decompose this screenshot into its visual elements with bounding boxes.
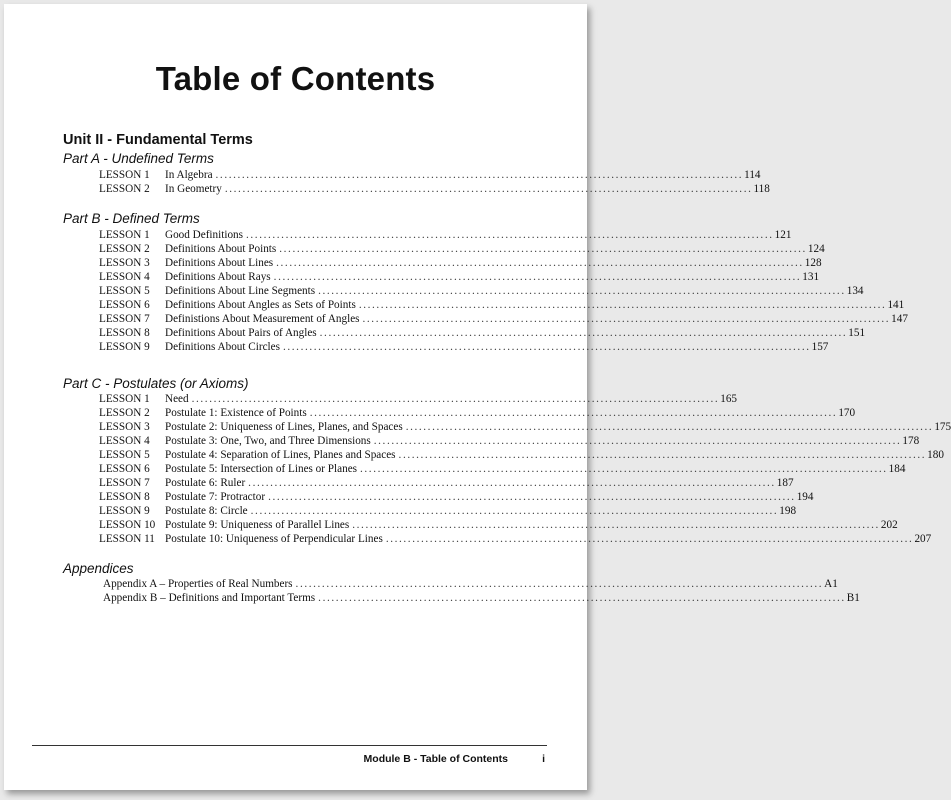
dot-leader: ........................................................................................................................	[224, 183, 753, 195]
dot-leader: ........................................................................................................................	[358, 299, 887, 311]
lesson-label: LESSON 2	[99, 407, 150, 419]
dot-leader: ........................................................................................................................	[362, 313, 891, 325]
lesson-label: LESSON 6	[99, 299, 150, 311]
dot-leader: ........................................................................................................................	[360, 463, 888, 475]
lesson-label: LESSON 9	[99, 505, 150, 517]
dot-leader: ........................................................................................................................	[385, 533, 914, 545]
toc-entry	[99, 504, 797, 518]
page-number: 147	[891, 313, 908, 325]
lesson-label: LESSON 5	[99, 285, 150, 297]
page-number: 202	[880, 519, 898, 531]
dot-leader: ........................................................................................................................	[246, 229, 774, 241]
toc-entry	[99, 228, 792, 242]
toc-entry	[99, 518, 898, 532]
lesson-title: Definistions About Measurement of Angles	[165, 313, 360, 325]
lesson-label: LESSON 7	[99, 313, 150, 325]
dot-leader: ........................................................................................................................	[279, 243, 807, 255]
page-number: 118	[753, 183, 770, 195]
lesson-title: Definitions About Points	[165, 243, 277, 255]
appendix-title: Appendix A – Properties of Real Numbers	[103, 578, 293, 590]
toc-entry	[99, 182, 770, 196]
lesson-title: Definitions About Circles	[165, 341, 280, 353]
lesson-label: LESSON 1	[99, 169, 150, 181]
lesson-label: LESSON 6	[99, 463, 150, 475]
toc-entry	[103, 577, 838, 591]
lesson-title: Postulate 6: Ruler	[165, 477, 246, 489]
dot-leader: ........................................................................................................................	[373, 435, 902, 447]
part-b-entries	[99, 228, 908, 354]
footer-page-number: i	[542, 753, 545, 765]
toc-entry	[99, 490, 814, 504]
page-number: 141	[887, 299, 905, 311]
part-a-heading: Part A - Undefined Terms	[63, 151, 214, 166]
lesson-label: LESSON 1	[99, 229, 150, 241]
lesson-label: LESSON 7	[99, 477, 150, 489]
dot-leader: ........................................................................................................................	[250, 505, 779, 517]
page-number: 184	[888, 463, 906, 475]
lesson-label: LESSON 11	[99, 533, 155, 545]
lesson-label: LESSON 2	[99, 243, 150, 255]
toc-entry	[99, 392, 738, 406]
page-number: B1	[846, 592, 860, 604]
toc-entry	[99, 256, 822, 270]
lesson-title: In Algebra	[165, 169, 213, 181]
toc-entry	[99, 406, 856, 420]
dot-leader: ........................................................................................................................	[215, 169, 744, 181]
toc-entry	[99, 168, 761, 182]
part-b-heading: Part B - Defined Terms	[63, 211, 200, 226]
dot-leader: ........................................................................................................................	[248, 477, 776, 489]
unit-heading: Unit II - Fundamental Terms	[63, 132, 253, 148]
page-number: 170	[838, 407, 856, 419]
lesson-title: Good Definitions	[165, 229, 243, 241]
part-a-entries	[99, 168, 770, 196]
lesson-title: Postulate 8: Circle	[165, 505, 248, 517]
dot-leader: ........................................................................................................................	[352, 519, 880, 531]
dot-leader: ........................................................................................................................	[318, 592, 846, 604]
toc-entry	[99, 312, 908, 326]
page-number: 124	[807, 243, 825, 255]
dot-leader: ........................................................................................................................	[273, 271, 802, 283]
lesson-label: LESSON 4	[99, 271, 150, 283]
footer-divider	[32, 745, 547, 746]
toc-entry	[99, 340, 829, 354]
lesson-title: Postulate 4: Separation of Lines, Planes and Spaces	[165, 449, 396, 461]
dot-leader: ........................................................................................................................	[318, 285, 846, 297]
toc-entry	[103, 591, 860, 605]
lesson-title: Postulate 10: Uniqueness of Perpendicular Lines	[165, 533, 383, 545]
dot-leader: ........................................................................................................................	[276, 257, 804, 269]
lesson-title: In Geometry	[165, 183, 222, 195]
lesson-title: Definitions About Angles as Sets of Points	[165, 299, 356, 311]
lesson-title: Postulate 5: Intersection of Lines or Planes	[165, 463, 358, 475]
page-title: Table of Contents	[155, 60, 436, 97]
lesson-label: LESSON 4	[99, 435, 150, 447]
dot-leader: ........................................................................................................................	[405, 421, 934, 433]
page-number: 151	[848, 327, 866, 339]
dot-leader: ........................................................................................................................	[309, 407, 838, 419]
lesson-label: LESSON 2	[99, 183, 150, 195]
toc-entry	[99, 532, 932, 546]
page-number: 134	[846, 285, 864, 297]
lesson-title: Postulate 7: Protractor	[165, 491, 266, 503]
dot-leader: ........................................................................................................................	[282, 341, 811, 353]
page-number: 198	[779, 505, 797, 517]
lesson-title: Postulate 2: Uniqueness of Lines, Planes, and Spaces	[165, 421, 403, 433]
lesson-label: LESSON 9	[99, 341, 150, 353]
page-number: 128	[804, 257, 822, 269]
page-number: 207	[914, 533, 932, 545]
lesson-title: Definitions About Line Segments	[165, 285, 316, 297]
lesson-label: LESSON 3	[99, 257, 150, 269]
lesson-label: LESSON 8	[99, 491, 150, 503]
lesson-title: Postulate 3: One, Two, and Three Dimensions	[165, 435, 371, 447]
page-number: 187	[776, 477, 794, 489]
dot-leader: ........................................................................................................................	[398, 449, 927, 461]
lesson-label: LESSON 8	[99, 327, 150, 339]
appendices-heading: Appendices	[63, 561, 134, 576]
dot-leader: ........................................................................................................................	[268, 491, 796, 503]
toc-entry	[99, 284, 864, 298]
page-number: 194	[796, 491, 814, 503]
dot-leader: ........................................................................................................................	[295, 578, 824, 590]
toc-entry	[99, 420, 951, 434]
page-number: 131	[802, 271, 820, 283]
lesson-title: Definitions About Pairs of Angles	[165, 327, 317, 339]
toc-entry	[99, 476, 794, 490]
appendix-title: Appendix B – Definitions and Important Terms	[103, 592, 316, 604]
document-page	[4, 4, 951, 790]
lesson-label: LESSON 10	[99, 519, 156, 531]
page-number: 175	[934, 421, 951, 433]
dot-leader: ........................................................................................................................	[319, 327, 848, 339]
dot-leader: ........................................................................................................................	[191, 393, 720, 405]
page-number: 165	[720, 393, 738, 405]
page-number: 121	[774, 229, 792, 241]
lesson-title: Definitions About Lines	[165, 257, 274, 269]
lesson-title: Postulate 9: Uniqueness of Parallel Lines	[165, 519, 350, 531]
lesson-title: Postulate 1: Existence of Points	[165, 407, 307, 419]
footer-module-title: Module B - Table of Contents	[363, 753, 508, 765]
part-c-heading: Part C - Postulates (or Axioms)	[63, 376, 249, 391]
toc-entry	[99, 270, 820, 284]
toc-entry	[99, 242, 825, 256]
appendices-entries	[103, 577, 860, 605]
lesson-label: LESSON 3	[99, 421, 150, 433]
lesson-title: Definitions About Rays	[165, 271, 271, 283]
page-number: 114	[744, 169, 761, 181]
toc-entry	[99, 434, 920, 448]
part-c-entries	[99, 392, 951, 546]
lesson-label: LESSON 5	[99, 449, 150, 461]
toc-entry	[99, 462, 906, 476]
toc-entry	[99, 448, 944, 462]
page-number: 157	[811, 341, 829, 353]
lesson-label: LESSON 1	[99, 393, 150, 405]
page-number: A1	[824, 578, 838, 590]
lesson-title: Need	[165, 393, 189, 405]
toc-entry	[99, 298, 905, 312]
page-number: 180	[927, 449, 944, 461]
page-number: 178	[902, 435, 920, 447]
toc-entry	[99, 326, 866, 340]
